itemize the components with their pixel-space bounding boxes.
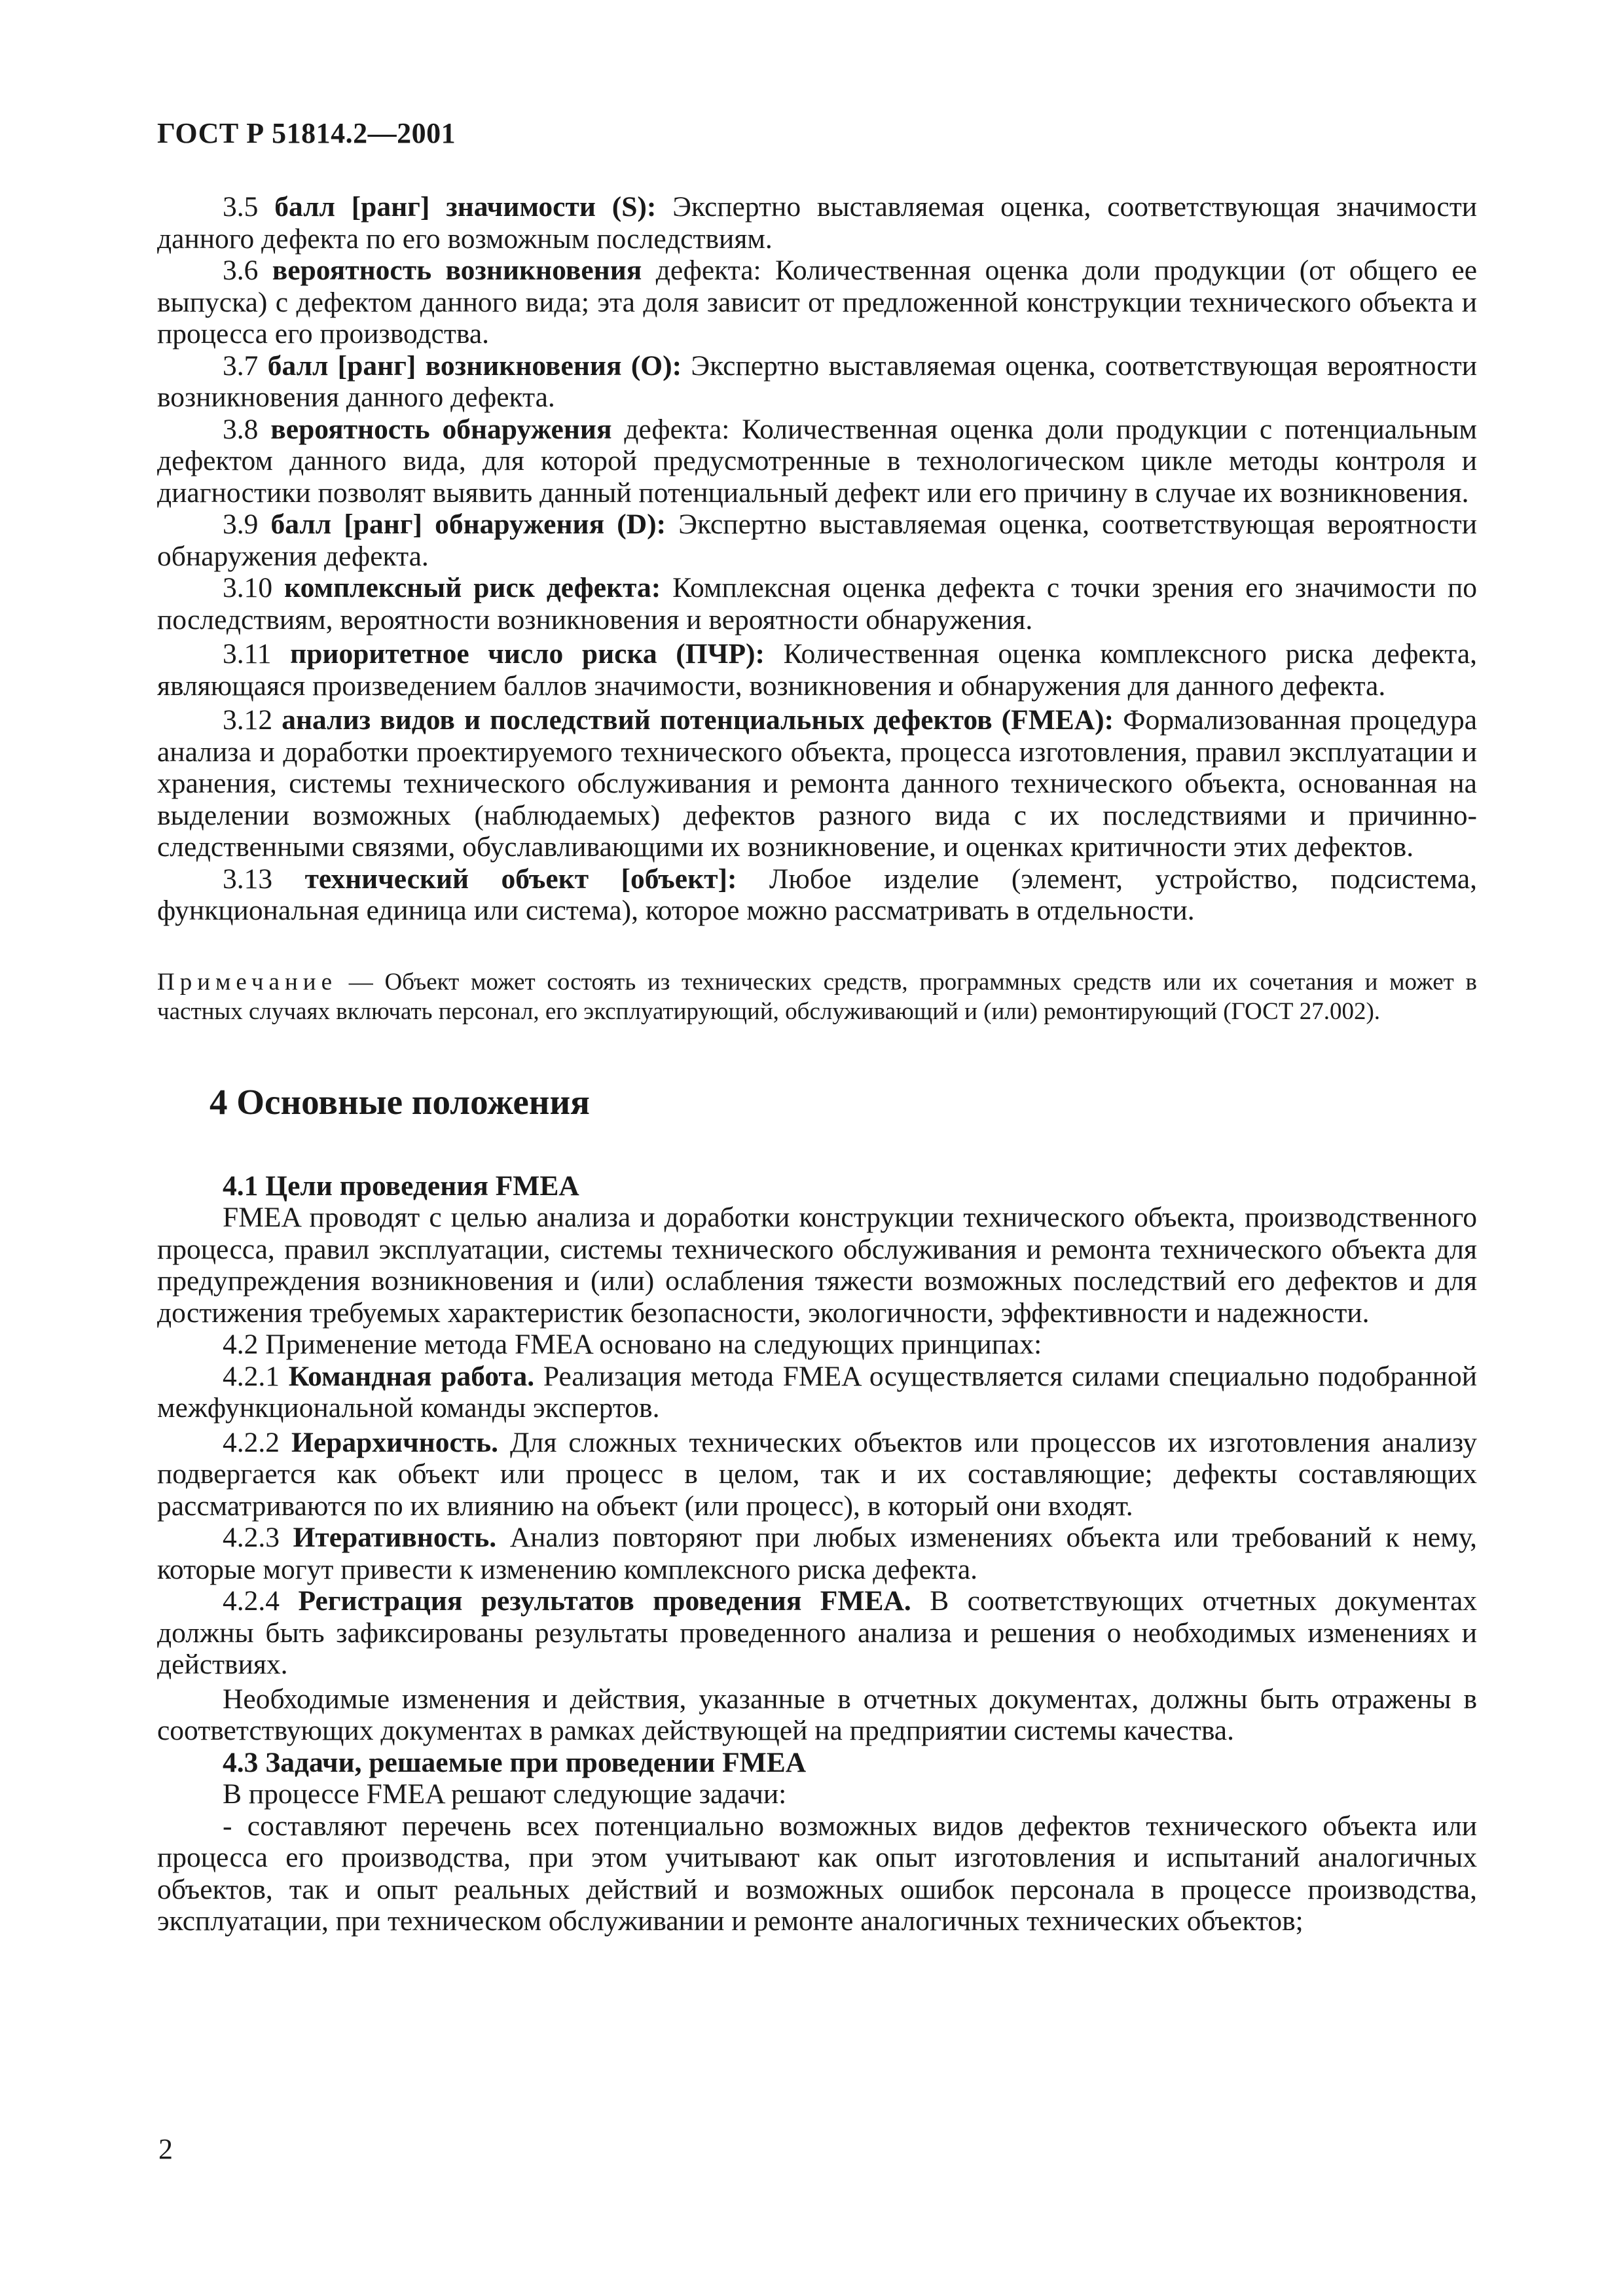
principle-number: 4.2.4 (223, 1585, 280, 1617)
changes-paragraph: Необходимые изменения и действия, указанные в отчетных документах, должны быть отражены в соответствующих документах в рамках действующей на предприятии системы качества. (157, 1683, 1477, 1746)
definition-3-8 (157, 414, 1477, 509)
note-text: — Объект может состоять из технических средств, программных средств или их сочетания и может в частных случаях включать персонал, его эксплуатирующий, обслуживающий и (или) ремонтирующий (ГОСТ 27.002). (157, 968, 1477, 1025)
definition-text: Формализованная процедура анализа и доработки проектируемого технического объекта, процесса изготовления, правил эксплуатации и хранения, системы технического обслуживания и ремонта данного технического объекта, основанная на выделении возможных (наблюдаемых) дефектов разного вида с их последствиями и причинно-следственными связями, обуславливающими их возникновение, и оценках критичности этих дефектов. (157, 704, 1477, 863)
definition-number: 3.6 (223, 255, 259, 286)
definition-number: 3.5 (223, 191, 259, 223)
principle-text: Для сложных технических объектов или процессов их изготовления анализу подвергается как объект или процесс в целом, так и их составляющие; дефекты составляющих рассматриваются по их влиянию на объект (или процесс), в который они входят. (157, 1426, 1478, 1522)
definition-number: 3.12 (223, 704, 273, 736)
definition-number: 3.13 (223, 863, 273, 895)
principle-4-2-1 (157, 1361, 1477, 1424)
definition-term: технический объект [объект]: (304, 863, 737, 895)
definition-number: 3.7 (223, 350, 259, 382)
principle-4-2-2 (157, 1427, 1477, 1522)
definition-text: Комплексная оценка дефекта с точки зрения его значимости по последствиям, вероятности возникновения и вероятности обнаружения. (157, 572, 1477, 636)
definition-number: 3.9 (223, 509, 259, 540)
definition-text: Экспертно выставляемая оценка, соответствующая значимости данного дефекта по его возможным последствиям. (157, 191, 1477, 255)
principle-4-2-3 (157, 1522, 1477, 1585)
document-body (157, 191, 1477, 1937)
section-heading: 4 Основные положения (210, 1081, 590, 1122)
definition-number: 3.11 (223, 638, 272, 670)
definition-text: Экспертно выставляемая оценка, соответствующая вероятности возникновения данного дефекта. (157, 350, 1478, 413)
definition-term: приоритетное число риска (ПЧР): (290, 638, 765, 670)
definition-number: 3.10 (223, 572, 273, 603)
note-paragraph (157, 967, 1477, 1026)
principle-term: Иерархичность. (291, 1426, 498, 1458)
subsection-4-3-heading: 4.3 Задачи, решаемые при проведении FMEA (223, 1746, 807, 1778)
principle-4-2-4 (157, 1585, 1477, 1681)
definition-3-6 (157, 255, 1477, 350)
definition-3-9 (157, 509, 1477, 572)
principle-term: Итеративность. (293, 1522, 497, 1553)
definition-3-7 (157, 350, 1477, 414)
definition-3-13 (157, 863, 1477, 927)
principle-text: В соответствующих отчетных документах должны быть зафиксированы результаты проведенного анализа и решения о необходимых изменениях и действиях. (157, 1585, 1477, 1680)
definition-term: вероятность возникновения (272, 255, 642, 286)
principle-text: Анализ повторяют при любых изменениях объекта или требований к нему, которые могут привести к изменению комплексного риска дефекта. (157, 1522, 1478, 1585)
definition-3-11 (157, 638, 1477, 702)
document-header: ГОСТ Р 51814.2—2001 (157, 117, 456, 149)
subsection-4-3-intro: В процессе FMEA решают следующие задачи: (223, 1778, 787, 1810)
principle-term: Регистрация результатов проведения FMEA. (298, 1585, 911, 1617)
definition-term: вероятность обнаружения (270, 413, 612, 445)
principle-number: 4.2.1 (223, 1360, 280, 1392)
definition-term: комплексный риск дефекта: (284, 572, 661, 603)
definition-term: балл [ранг] значимости (S): (274, 191, 657, 223)
principle-number: 4.2.3 (223, 1522, 280, 1553)
definition-text: Любое изделие (элемент, устройство, подсистема, функциональная единица или система), которое можно рассматривать в отдельности. (157, 863, 1478, 926)
definition-term: балл [ранг] обнаружения (D): (270, 509, 666, 540)
definition-3-10 (157, 572, 1477, 636)
definition-text: дефекта: Количественная оценка доли продукции (от общего ее выпуска) с дефектом данного вида; эта доля зависит от предложенной конструкции технического объекта и процесса его производства. (157, 255, 1478, 350)
subsection-4-1-text: FMEA проводят с целью анализа и доработки конструкции технического объекта, производственного процесса, правил эксплуатации, системы технического обслуживания и ремонта технического объекта для предупреждения возникновения и (или) ослабления тяжести возможных последствий его дефектов и для достижения требуемых характеристик безопасности, экологичности, эффективности и надежности. (157, 1202, 1477, 1329)
definition-number: 3.8 (223, 413, 259, 445)
definition-term: балл [ранг] возникновения (О): (267, 350, 682, 382)
principle-number: 4.2.2 (223, 1426, 280, 1458)
definition-term: анализ видов и последствий потенциальных дефектов (FMEA): (282, 704, 1114, 736)
definition-3-5 (157, 191, 1477, 255)
subsection-4-1-heading: 4.1 Цели проведения FMEA (223, 1170, 579, 1202)
principle-term: Командная работа. (288, 1360, 535, 1392)
definition-text: Количественная оценка комплексного риска дефекта, являющаяся произведением баллов значимости, возникновения и обнаружения для данного дефекта. (157, 638, 1478, 702)
subsection-4-2-text: 4.2 Применение метода FMEA основано на следующих принципах: (223, 1329, 1042, 1360)
subsection-4-3-item: - составляют перечень всех потенциально возможных видов дефектов технического объекта или процесса его производства, при этом учитывают как опыт изготовления и испытаний аналогичных объектов, так и опыт реальных действий и возможных ошибок персонала в процессе производства, эксплуатации, при техническом обслуживании и ремонте аналогичных технических объектов; (157, 1810, 1477, 1937)
definition-text: Экспертно выставляемая оценка, соответствующая вероятности обнаружения дефекта. (157, 509, 1478, 572)
definition-3-12 (157, 704, 1477, 863)
note-label: Примечание (157, 968, 337, 996)
page-number: 2 (158, 2133, 173, 2165)
principle-text: Реализация метода FMEA осуществляется силами специально подобранной межфункциональной команды экспертов. (157, 1360, 1477, 1424)
definition-text: дефекта: Количественная оценка доли продукции с потенциальным дефектом данного вида, для которой предусмотренные в технологическом цикле методы контроля и диагностики позволят выявить данный потенциальный дефект или его причину в случае их возникновения. (157, 413, 1477, 509)
